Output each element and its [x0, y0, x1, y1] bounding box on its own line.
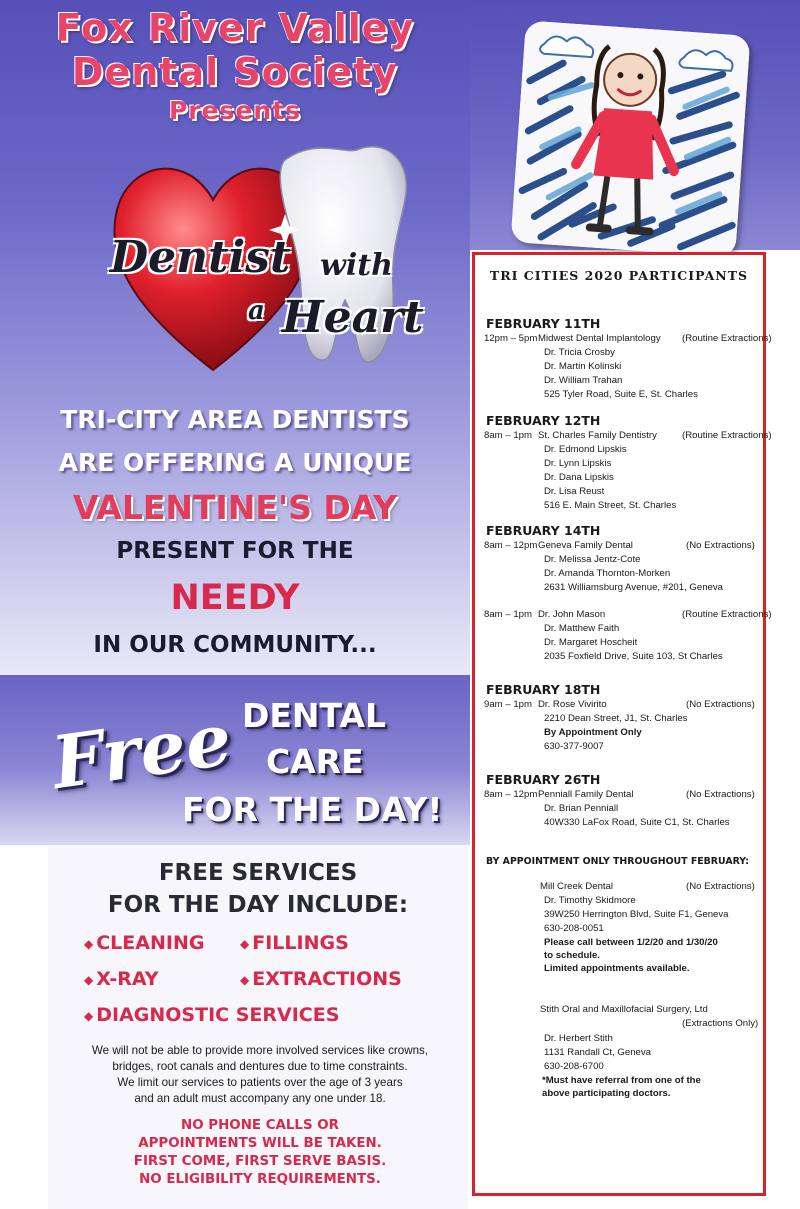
message-line6: IN OUR COMMUNITY...	[93, 632, 377, 658]
service-item: ◆ CLEANING	[84, 932, 205, 954]
doctor-name: Dr. Tricia Crosby	[544, 347, 615, 358]
time-slot: 8am – 1pm	[484, 609, 532, 620]
doctor-name: Dr. Amanda Thornton-Morken	[544, 568, 671, 579]
doctor-name: Dr. Melissa Jentz-Cote	[544, 554, 641, 565]
schedule-note: Please call between 1/2/20 and 1/30/20	[544, 937, 718, 948]
doctor-name: Dr. Lisa Reust	[544, 486, 605, 497]
referral-note: above participating doctors.	[542, 1088, 671, 1099]
extraction-tag: (No Extractions)	[686, 540, 755, 551]
message-line2: ARE OFFERING A UNIQUE	[58, 448, 412, 477]
services-heading-line1: FREE SERVICES	[158, 860, 358, 886]
schedule-note: to schedule.	[544, 950, 600, 961]
date-heading: FEBRUARY 12TH	[486, 413, 601, 428]
doctor-name: Dr. Edmond Lipskis	[544, 444, 627, 455]
service-item: ◆ FILLINGS	[240, 932, 349, 954]
doctor-name: Dr. Margaret Hoscheit	[544, 637, 638, 648]
service-item: ◆ EXTRACTIONS	[240, 968, 402, 990]
appointment-only-heading: BY APPOINTMENT ONLY THROUGHOUT FEBRUARY:	[486, 856, 750, 867]
extraction-tag: (No Extractions)	[686, 881, 755, 892]
free-line3: FOR THE DAY!	[182, 790, 443, 829]
practice-name: Dr. John Mason	[538, 609, 606, 620]
society-name-line1: Fox River Valley	[55, 6, 415, 50]
doctor-name: Dr. Herbert Stith	[544, 1033, 613, 1044]
doctor-name: Dr. Martin Kolinski	[544, 361, 622, 372]
logo-word-dentist: Dentist	[110, 232, 291, 283]
bullet-icon: ◆	[240, 972, 250, 987]
doctor-name: Dr. Timothy Skidmore	[544, 895, 636, 906]
note-line: and an adult must accompany any one under 18.	[134, 1092, 386, 1105]
logo-word-with: with	[320, 248, 393, 283]
address: 39W250 Herrington Blvd, Suite F1, Geneva	[544, 909, 729, 920]
date-heading: FEBRUARY 14TH	[486, 523, 601, 538]
practice-name: St. Charles Family Dentistry	[538, 430, 657, 441]
service-item: ◆ DIAGNOSTIC SERVICES	[84, 1004, 340, 1026]
address: 2035 Foxfield Drive, Suite 103, St Charles	[544, 651, 723, 662]
date-heading: FEBRUARY 26TH	[486, 772, 601, 787]
free-line1: DENTAL	[242, 696, 387, 735]
address: 516 E. Main Street, St. Charles	[544, 500, 677, 511]
society-name-line2: Dental Society	[71, 50, 399, 94]
practice-name: Stith Oral and Maxillofacial Surgery, Ltd	[540, 1004, 708, 1015]
practice-name: Midwest Dental Implantology	[538, 333, 661, 344]
services-note	[60, 1043, 460, 1107]
address: 525 Tyler Road, Suite E, St. Charles	[544, 389, 698, 400]
time-slot: 8am – 12pm	[484, 540, 538, 551]
practice-name: Geneva Family Dental	[538, 540, 633, 551]
time-slot: 8am – 1pm	[484, 430, 532, 441]
time-slot: 9am – 1pm	[484, 699, 532, 710]
extraction-tag: (Routine Extractions)	[682, 430, 772, 441]
address: 2210 Dean Street, J1, St. Charles	[544, 713, 688, 724]
child-drawing-image	[511, 20, 751, 257]
message-line4: PRESENT FOR THE	[116, 538, 354, 564]
schedule-note: Limited appointments available.	[544, 963, 690, 974]
practice-name: Dr. Rose Vivirito	[538, 699, 607, 710]
extraction-tag: (Routine Extractions)	[682, 333, 772, 344]
practice-name: Mill Creek Dental	[540, 881, 614, 892]
note-line: We limit our services to patients over the age of 3 years	[117, 1076, 403, 1089]
phone-number: 630-208-6700	[544, 1061, 604, 1072]
doctor-name: Dr. Dana Lipskis	[544, 472, 614, 483]
doctor-name: Dr. Matthew Faith	[544, 623, 620, 634]
bullet-icon: ◆	[240, 936, 250, 951]
warning-line: APPOINTMENTS WILL BE TAKEN.	[138, 1136, 382, 1151]
address: 2631 Williamsburg Avenue, #201, Geneva	[544, 582, 724, 593]
warning-line: NO PHONE CALLS OR	[181, 1118, 339, 1133]
bullet-icon: ◆	[84, 1008, 94, 1023]
message-line5: NEEDY	[170, 578, 300, 618]
logo-word-a: a	[248, 296, 265, 326]
message-line1: TRI-CITY AREA DENTISTS	[60, 405, 410, 434]
bullet-icon: ◆	[84, 936, 94, 951]
extraction-tag: (No Extractions)	[686, 699, 755, 710]
date-heading: FEBRUARY 11TH	[486, 316, 601, 331]
participants-title: TRI CITIES 2020 PARTICIPANTS	[489, 268, 749, 283]
services-heading-line2: FOR THE DAY INCLUDE:	[107, 892, 409, 918]
referral-note: *Must have referral from one of the	[542, 1075, 701, 1086]
free-line2: CARE	[266, 742, 364, 781]
address: 40W330 LaFox Road, Suite C1, St. Charles	[544, 817, 730, 828]
time-slot: 8am – 12pm	[484, 789, 538, 800]
phone-number: 630-208-0051	[544, 923, 604, 934]
practice-name: Penniall Family Dental	[538, 789, 634, 800]
extraction-tag: (No Extractions)	[686, 789, 755, 800]
service-item: ◆ X-RAY	[84, 968, 159, 990]
bullet-icon: ◆	[84, 972, 94, 987]
services-warning	[60, 1117, 460, 1189]
address: 1131 Randall Ct, Geneva	[544, 1047, 652, 1058]
time-slot: 12pm – 5pm	[484, 333, 538, 344]
phone-number: 630-377-9007	[544, 741, 604, 752]
doctor-name: Dr. William Trahan	[544, 375, 623, 386]
presents-label: Presents	[168, 96, 302, 125]
logo-word-heart: Heart	[282, 292, 424, 343]
warning-line: NO ELIGIBILITY REQUIREMENTS.	[139, 1172, 381, 1187]
free-script-word: Free	[46, 695, 237, 806]
extraction-tag: (Routine Extractions)	[682, 609, 772, 620]
message-line3: VALENTINE'S DAY	[72, 488, 397, 527]
doctor-name: Dr. Lynn Lipskis	[544, 458, 612, 469]
extraction-tag: (Extractions Only)	[682, 1018, 759, 1029]
doctor-name: Dr. Brian Penniall	[544, 803, 619, 814]
note-line: bridges, root canals and dentures due to time constraints.	[112, 1060, 408, 1073]
note-line: We will not be able to provide more involved services like crowns,	[91, 1044, 429, 1057]
warning-line: FIRST COME, FIRST SERVE BASIS.	[133, 1154, 387, 1169]
date-heading: FEBRUARY 18TH	[486, 682, 601, 697]
appointment-note: By Appointment Only	[544, 727, 642, 738]
